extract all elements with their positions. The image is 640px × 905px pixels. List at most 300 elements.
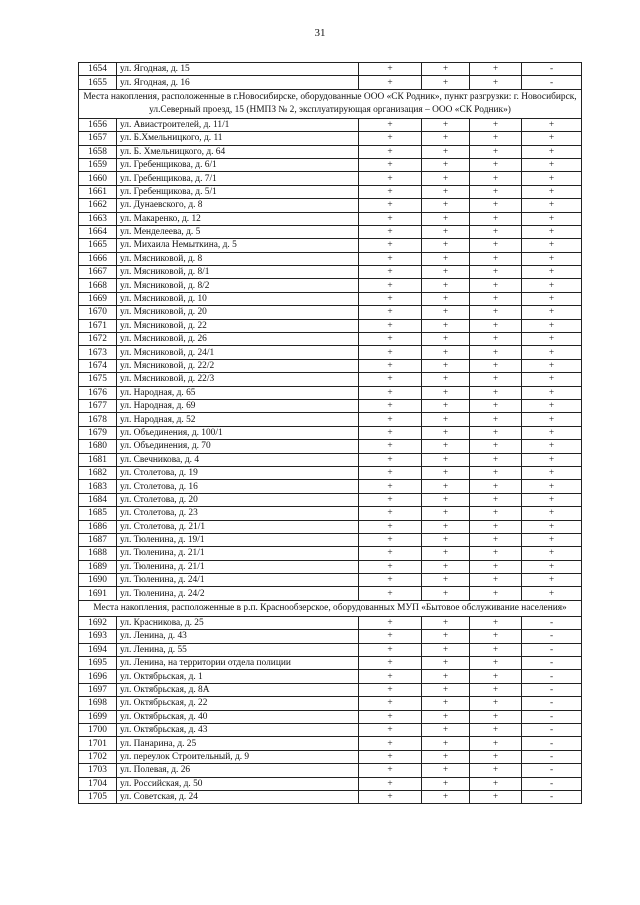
row-number: 1662: [79, 199, 117, 212]
address-cell: ул. Гребенщикова, д. 7/1: [117, 172, 359, 185]
mark-cell: +: [422, 657, 470, 670]
table-row: [79, 199, 582, 212]
address-cell: ул. Тюленина, д. 21/1: [117, 560, 359, 573]
row-number: 1696: [79, 670, 117, 683]
mark-cell: +: [522, 520, 582, 533]
mark-cell: +: [470, 399, 522, 412]
mark-cell: +: [470, 239, 522, 252]
row-number: 1659: [79, 158, 117, 171]
table-row: [79, 587, 582, 600]
mark-cell: +: [359, 386, 422, 399]
mark-cell: +: [522, 587, 582, 600]
row-number: 1693: [79, 630, 117, 643]
mark-cell: +: [470, 359, 522, 372]
mark-cell: +: [470, 643, 522, 656]
row-number: 1686: [79, 520, 117, 533]
mark-cell: +: [470, 373, 522, 386]
mark-cell: +: [359, 158, 422, 171]
row-number: 1680: [79, 440, 117, 453]
row-number: 1702: [79, 750, 117, 763]
mark-cell: +: [470, 426, 522, 439]
row-number: 1657: [79, 132, 117, 145]
row-number: 1697: [79, 683, 117, 696]
table-row: [79, 547, 582, 560]
table-row: [79, 777, 582, 790]
mark-cell: +: [470, 118, 522, 131]
address-cell: ул. Тюленина, д. 19/1: [117, 533, 359, 546]
mark-cell: +: [470, 453, 522, 466]
table-row: [79, 279, 582, 292]
mark-cell: +: [422, 480, 470, 493]
mark-cell: +: [522, 306, 582, 319]
mark-cell: +: [359, 252, 422, 265]
row-number: 1705: [79, 790, 117, 803]
table-row: [79, 750, 582, 763]
table-row: [79, 574, 582, 587]
mark-cell: +: [359, 587, 422, 600]
mark-cell: +: [422, 333, 470, 346]
mark-cell: +: [422, 493, 470, 506]
mark-cell: +: [470, 737, 522, 750]
row-number: 1698: [79, 697, 117, 710]
table-row: [79, 333, 582, 346]
table-row: [79, 252, 582, 265]
mark-cell: +: [470, 697, 522, 710]
mark-cell: +: [422, 172, 470, 185]
address-cell: ул. Гребенщикова, д. 5/1: [117, 185, 359, 198]
mark-cell: +: [359, 292, 422, 305]
row-number: 1676: [79, 386, 117, 399]
address-cell: ул. Мясниковой, д. 10: [117, 292, 359, 305]
mark-cell: +: [359, 346, 422, 359]
address-cell: ул. Мясниковой, д. 22/2: [117, 359, 359, 372]
mark-cell: +: [470, 225, 522, 238]
mark-cell: +: [522, 399, 582, 412]
mark-cell: +: [422, 346, 470, 359]
mark-cell: +: [470, 132, 522, 145]
mark-cell: +: [470, 158, 522, 171]
mark-cell: +: [470, 386, 522, 399]
mark-cell: +: [522, 373, 582, 386]
address-cell: ул. Тюленина, д. 21/1: [117, 547, 359, 560]
mark-cell: +: [470, 790, 522, 803]
address-cell: ул. Ленина, д. 43: [117, 630, 359, 643]
mark-cell: +: [470, 507, 522, 520]
mark-cell: +: [422, 252, 470, 265]
row-number: 1682: [79, 466, 117, 479]
table-row: [79, 118, 582, 131]
table-row: [79, 292, 582, 305]
mark-cell: +: [470, 493, 522, 506]
mark-cell: +: [522, 158, 582, 171]
mark-cell: +: [470, 777, 522, 790]
mark-cell: +: [422, 158, 470, 171]
mark-cell: +: [359, 185, 422, 198]
address-cell: ул. Гребенщикова, д. 6/1: [117, 158, 359, 171]
row-number: 1694: [79, 643, 117, 656]
mark-cell: +: [422, 453, 470, 466]
mark-cell: +: [359, 118, 422, 131]
section-heading-row: [79, 89, 582, 118]
row-number: 1667: [79, 266, 117, 279]
mark-cell: +: [422, 76, 470, 89]
mark-cell: +: [522, 480, 582, 493]
section-heading: Места накопления, расположенные в г.Новосибирске, оборудованные ООО «СК Родник», пункт разгрузки: г. Новосибирск, ул.Северный проезд, 15 (НМПЗ № 2, эксплуатирующая организация – ООО «СК Родник»): [79, 89, 582, 118]
mark-cell: -: [522, 657, 582, 670]
address-cell: ул. Мясниковой, д. 22/3: [117, 373, 359, 386]
address-cell: ул. Столетова, д. 16: [117, 480, 359, 493]
mark-cell: +: [470, 266, 522, 279]
mark-cell: +: [470, 533, 522, 546]
address-cell: ул. Мясниковой, д. 20: [117, 306, 359, 319]
table-row: [79, 657, 582, 670]
address-cell: ул. Красникова, д. 25: [117, 616, 359, 629]
table-row: [79, 399, 582, 412]
row-number: 1674: [79, 359, 117, 372]
row-number: 1660: [79, 172, 117, 185]
mark-cell: -: [522, 790, 582, 803]
mark-cell: +: [522, 252, 582, 265]
mark-cell: +: [522, 426, 582, 439]
mark-cell: -: [522, 737, 582, 750]
mark-cell: +: [470, 76, 522, 89]
mark-cell: -: [522, 697, 582, 710]
mark-cell: +: [359, 399, 422, 412]
mark-cell: +: [470, 252, 522, 265]
row-number: 1704: [79, 777, 117, 790]
mark-cell: +: [422, 697, 470, 710]
row-number: 1687: [79, 533, 117, 546]
mark-cell: +: [470, 547, 522, 560]
mark-cell: +: [470, 346, 522, 359]
mark-cell: +: [470, 292, 522, 305]
mark-cell: +: [522, 172, 582, 185]
mark-cell: +: [422, 118, 470, 131]
mark-cell: +: [470, 199, 522, 212]
mark-cell: +: [359, 145, 422, 158]
table-row: [79, 63, 582, 76]
mark-cell: +: [522, 118, 582, 131]
mark-cell: +: [470, 560, 522, 573]
mark-cell: +: [359, 413, 422, 426]
mark-cell: +: [522, 292, 582, 305]
mark-cell: +: [422, 63, 470, 76]
address-cell: ул. Народная, д. 69: [117, 399, 359, 412]
mark-cell: -: [522, 616, 582, 629]
mark-cell: +: [359, 764, 422, 777]
mark-cell: -: [522, 777, 582, 790]
mark-cell: +: [422, 292, 470, 305]
mark-cell: +: [522, 440, 582, 453]
mark-cell: +: [470, 616, 522, 629]
table-row: [79, 185, 582, 198]
mark-cell: -: [522, 723, 582, 736]
row-number: 1683: [79, 480, 117, 493]
mark-cell: +: [470, 480, 522, 493]
address-cell: ул. Михаила Немыткина, д. 5: [117, 239, 359, 252]
mark-cell: +: [359, 212, 422, 225]
table-row: [79, 158, 582, 171]
row-number: 1701: [79, 737, 117, 750]
mark-cell: +: [422, 574, 470, 587]
mark-cell: +: [422, 683, 470, 696]
mark-cell: +: [359, 440, 422, 453]
mark-cell: +: [359, 697, 422, 710]
address-cell: ул. Б. Хмельницкого, д. 64: [117, 145, 359, 158]
mark-cell: +: [359, 533, 422, 546]
row-number: 1688: [79, 547, 117, 560]
address-cell: ул. Полевая, д. 26: [117, 764, 359, 777]
address-cell: ул. Б.Хмельницкого, д. 11: [117, 132, 359, 145]
mark-cell: +: [359, 493, 422, 506]
mark-cell: +: [422, 764, 470, 777]
mark-cell: +: [422, 185, 470, 198]
row-number: 1666: [79, 252, 117, 265]
row-number: 1675: [79, 373, 117, 386]
mark-cell: +: [359, 453, 422, 466]
mark-cell: +: [522, 346, 582, 359]
address-cell: ул. Столетова, д. 20: [117, 493, 359, 506]
address-cell: ул. Российская, д. 50: [117, 777, 359, 790]
mark-cell: +: [422, 413, 470, 426]
address-cell: ул. Октябрьская, д. 8А: [117, 683, 359, 696]
mark-cell: +: [359, 426, 422, 439]
row-number: 1664: [79, 225, 117, 238]
page-number: 31: [314, 27, 326, 39]
table-row: [79, 440, 582, 453]
address-cell: ул. Ленина, на территории отдела полиции: [117, 657, 359, 670]
mark-cell: +: [359, 737, 422, 750]
mark-cell: +: [422, 399, 470, 412]
mark-cell: +: [522, 413, 582, 426]
mark-cell: +: [359, 359, 422, 372]
mark-cell: +: [359, 616, 422, 629]
mark-cell: +: [422, 132, 470, 145]
row-number: 1695: [79, 657, 117, 670]
row-number: 1668: [79, 279, 117, 292]
mark-cell: +: [359, 520, 422, 533]
section-heading-row: [79, 600, 582, 616]
mark-cell: +: [470, 683, 522, 696]
mark-cell: +: [470, 212, 522, 225]
mark-cell: -: [522, 750, 582, 763]
mark-cell: +: [422, 279, 470, 292]
row-number: 1658: [79, 145, 117, 158]
address-cell: ул. Столетова, д. 21/1: [117, 520, 359, 533]
mark-cell: +: [470, 657, 522, 670]
row-number: 1679: [79, 426, 117, 439]
mark-cell: +: [359, 63, 422, 76]
address-cell: ул. Народная, д. 65: [117, 386, 359, 399]
mark-cell: +: [522, 533, 582, 546]
mark-cell: -: [522, 630, 582, 643]
mark-cell: +: [359, 225, 422, 238]
table-row: [79, 697, 582, 710]
row-number: 1669: [79, 292, 117, 305]
table-row: [79, 493, 582, 506]
mark-cell: +: [359, 683, 422, 696]
row-number: 1673: [79, 346, 117, 359]
mark-cell: +: [359, 723, 422, 736]
mark-cell: +: [359, 643, 422, 656]
mark-cell: +: [422, 560, 470, 573]
table-row: [79, 225, 582, 238]
mark-cell: +: [470, 723, 522, 736]
table-row: [79, 239, 582, 252]
mark-cell: +: [470, 333, 522, 346]
mark-cell: -: [522, 670, 582, 683]
mark-cell: +: [359, 480, 422, 493]
mark-cell: +: [422, 670, 470, 683]
address-cell: ул. Тюленина, д. 24/2: [117, 587, 359, 600]
mark-cell: +: [422, 630, 470, 643]
mark-cell: +: [422, 533, 470, 546]
mark-cell: +: [522, 333, 582, 346]
address-cell: ул. Объединения, д. 100/1: [117, 426, 359, 439]
row-number: 1691: [79, 587, 117, 600]
address-cell: ул. Ягодная, д. 15: [117, 63, 359, 76]
mark-cell: +: [522, 574, 582, 587]
mark-cell: +: [470, 630, 522, 643]
row-number: 1689: [79, 560, 117, 573]
address-cell: ул. Мясниковой, д. 8: [117, 252, 359, 265]
address-cell: ул. Октябрьская, д. 22: [117, 697, 359, 710]
row-number: 1661: [79, 185, 117, 198]
address-cell: ул. Народная, д. 52: [117, 413, 359, 426]
mark-cell: +: [470, 172, 522, 185]
table-row: [79, 466, 582, 479]
table-row: [79, 453, 582, 466]
row-number: 1654: [79, 63, 117, 76]
mark-cell: +: [359, 132, 422, 145]
mark-cell: +: [522, 493, 582, 506]
mark-cell: +: [470, 587, 522, 600]
table-row: [79, 616, 582, 629]
mark-cell: +: [359, 306, 422, 319]
mark-cell: +: [522, 359, 582, 372]
mark-cell: +: [522, 132, 582, 145]
address-cell: ул. Советская, д. 24: [117, 790, 359, 803]
mark-cell: +: [359, 373, 422, 386]
table-row: [79, 266, 582, 279]
mark-cell: +: [522, 453, 582, 466]
mark-cell: +: [359, 657, 422, 670]
table-row: [79, 145, 582, 158]
mark-cell: +: [522, 279, 582, 292]
mark-cell: +: [359, 670, 422, 683]
mark-cell: +: [422, 266, 470, 279]
address-cell: ул. Менделеева, д. 5: [117, 225, 359, 238]
mark-cell: +: [422, 319, 470, 332]
mark-cell: +: [422, 520, 470, 533]
row-number: 1699: [79, 710, 117, 723]
table-row: [79, 710, 582, 723]
table-row: [79, 764, 582, 777]
address-cell: ул. Октябрьская, д. 43: [117, 723, 359, 736]
table-row: [79, 533, 582, 546]
address-cell: ул. Ягодная, д. 16: [117, 76, 359, 89]
row-number: 1681: [79, 453, 117, 466]
mark-cell: +: [522, 547, 582, 560]
address-cell: ул. Тюленина, д. 24/1: [117, 574, 359, 587]
table-row: [79, 373, 582, 386]
mark-cell: +: [359, 560, 422, 573]
mark-cell: +: [422, 737, 470, 750]
mark-cell: +: [422, 643, 470, 656]
mark-cell: +: [422, 723, 470, 736]
address-cell: ул. Свечникова, д. 4: [117, 453, 359, 466]
row-number: 1703: [79, 764, 117, 777]
table-row: [79, 630, 582, 643]
mark-cell: +: [422, 710, 470, 723]
mark-cell: +: [470, 63, 522, 76]
mark-cell: +: [422, 145, 470, 158]
mark-cell: +: [522, 507, 582, 520]
mark-cell: +: [522, 560, 582, 573]
table-row: [79, 76, 582, 89]
mark-cell: +: [422, 616, 470, 629]
mark-cell: +: [422, 750, 470, 763]
address-cell: ул. Октябрьская, д. 1: [117, 670, 359, 683]
mark-cell: +: [470, 710, 522, 723]
table-row: [79, 132, 582, 145]
row-number: 1663: [79, 212, 117, 225]
mark-cell: +: [422, 386, 470, 399]
address-cell: ул. Мясниковой, д. 8/2: [117, 279, 359, 292]
row-number: 1670: [79, 306, 117, 319]
mark-cell: +: [359, 266, 422, 279]
mark-cell: +: [359, 279, 422, 292]
address-cell: ул. Мясниковой, д. 8/1: [117, 266, 359, 279]
section-heading: Места накопления, расположенные в р.п. Краснообзерское, оборудованных МУП «Бытовое обслуживание населения»: [79, 600, 582, 616]
address-cell: ул. Авиастроителей, д. 11/1: [117, 118, 359, 131]
mark-cell: -: [522, 63, 582, 76]
row-number: 1677: [79, 399, 117, 412]
mark-cell: +: [422, 239, 470, 252]
mark-cell: +: [470, 185, 522, 198]
mark-cell: +: [422, 225, 470, 238]
mark-cell: +: [470, 306, 522, 319]
table-row: [79, 670, 582, 683]
table-row: [79, 643, 582, 656]
mark-cell: +: [470, 413, 522, 426]
mark-cell: +: [359, 199, 422, 212]
mark-cell: +: [422, 777, 470, 790]
mark-cell: -: [522, 764, 582, 777]
table-row: [79, 790, 582, 803]
row-number: 1685: [79, 507, 117, 520]
mark-cell: +: [522, 266, 582, 279]
mark-cell: +: [359, 574, 422, 587]
mark-cell: +: [522, 386, 582, 399]
mark-cell: +: [470, 764, 522, 777]
table-row: [79, 359, 582, 372]
mark-cell: +: [470, 145, 522, 158]
table-row: [79, 723, 582, 736]
mark-cell: +: [359, 239, 422, 252]
address-cell: ул. Мясниковой, д. 24/1: [117, 346, 359, 359]
address-cell: ул. Панарина, д. 25: [117, 737, 359, 750]
address-cell: ул. Макаренко, д. 12: [117, 212, 359, 225]
row-number: 1656: [79, 118, 117, 131]
row-number: 1690: [79, 574, 117, 587]
address-cell: ул. Мясниковой, д. 22: [117, 319, 359, 332]
collection-points-table: [78, 62, 582, 804]
mark-cell: +: [470, 574, 522, 587]
address-cell: ул. переулок Строительный, д. 9: [117, 750, 359, 763]
row-number: 1665: [79, 239, 117, 252]
row-number: 1678: [79, 413, 117, 426]
